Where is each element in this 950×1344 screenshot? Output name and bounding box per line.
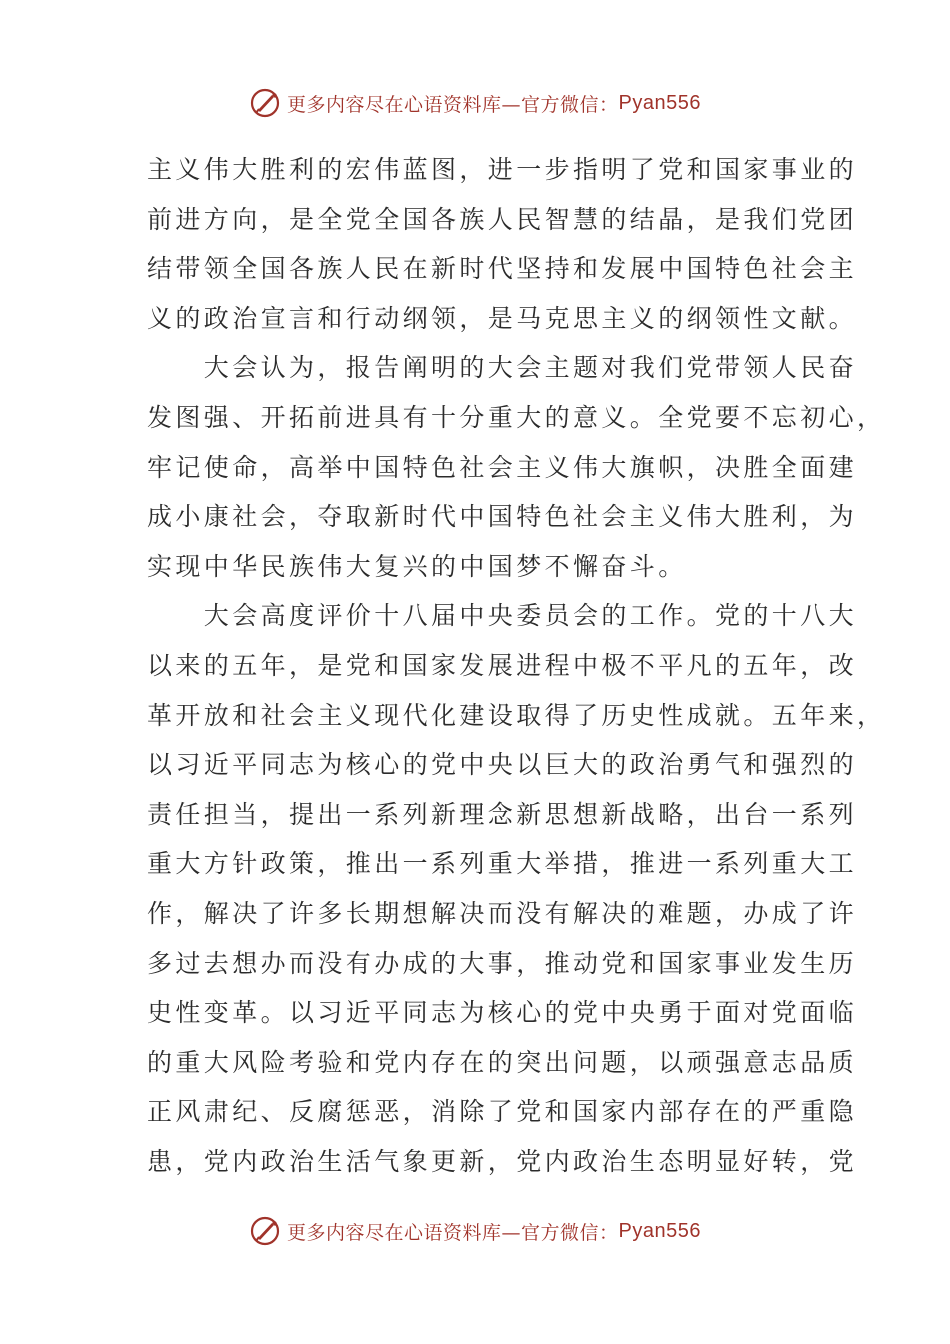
- header-banner-text: 更多内容尽在心语资料库—官方微信：: [287, 93, 619, 116]
- text-line: 成小康社会，夺取新时代中国特色社会主义伟大胜利，为: [147, 502, 858, 532]
- text-line: 义的政治宣言和行动纲领，是马克思主义的纲领性文献。: [147, 303, 858, 333]
- document-body: [147, 145, 886, 1186]
- text-line: 责任担当，提出一系列新理念新思想新战略，出台一系列: [147, 799, 858, 829]
- text-line: 发图强、开拓前进具有十分重大的意义。全党要不忘初心，: [147, 402, 886, 432]
- text-line: 结带领全国各族人民在新时代坚持和发展中国特色社会主: [147, 254, 858, 284]
- text-line: 主义伟大胜利的宏伟蓝图，进一步指明了党和国家事业的: [147, 155, 858, 184]
- text-line: 作，解决了许多长期想解决而没有解决的难题，办成了许: [147, 898, 858, 928]
- footer-banner: [0, 1214, 950, 1248]
- text-line: 重大方针政策，推出一系列重大举措，推进一系列重大工: [147, 849, 858, 879]
- header-wechat-id: Pyan556: [618, 91, 701, 114]
- text-line: 以来的五年，是党和国家发展进程中极不平凡的五年，改: [147, 650, 858, 680]
- text-line: 的重大风险考验和党内存在的突出问题，以顽强意志品质: [147, 1047, 858, 1077]
- header-banner: [0, 86, 950, 120]
- text-line: 多过去想办而没有办成的大事，推动党和国家事业发生历: [147, 948, 858, 978]
- text-line: 患，党内政治生活气象更新，党内政治生态明显好转，党: [147, 1146, 858, 1176]
- footer-banner-text: 更多内容尽在心语资料库—官方微信：: [287, 1221, 619, 1244]
- text-line: 大会高度评价十八届中央委员会的工作。党的十八大: [147, 601, 858, 631]
- text-line: 正风肃纪、反腐惩恶，消除了党和国家内部存在的严重隐: [147, 1097, 858, 1127]
- quill-logo-icon: [249, 87, 281, 119]
- quill-logo-icon: [249, 1215, 281, 1247]
- text-line: 大会认为，报告阐明的大会主题对我们党带领人民奋: [147, 353, 858, 383]
- footer-wechat-id: Pyan556: [618, 1219, 701, 1242]
- text-line: 革开放和社会主义现代化建设取得了历史性成就。五年来，: [147, 700, 886, 730]
- text-line: 牢记使命，高举中国特色社会主义伟大旗帜，决胜全面建: [147, 452, 858, 482]
- text-line: 前进方向，是全党全国各族人民智慧的结晶，是我们党团: [147, 204, 858, 234]
- text-line: 以习近平同志为核心的党中央以巨大的政治勇气和强烈的: [147, 750, 858, 780]
- text-line: 史性变革。以习近平同志为核心的党中央勇于面对党面临: [147, 998, 858, 1028]
- text-line: 实现中华民族伟大复兴的中国梦不懈奋斗。: [147, 551, 687, 581]
